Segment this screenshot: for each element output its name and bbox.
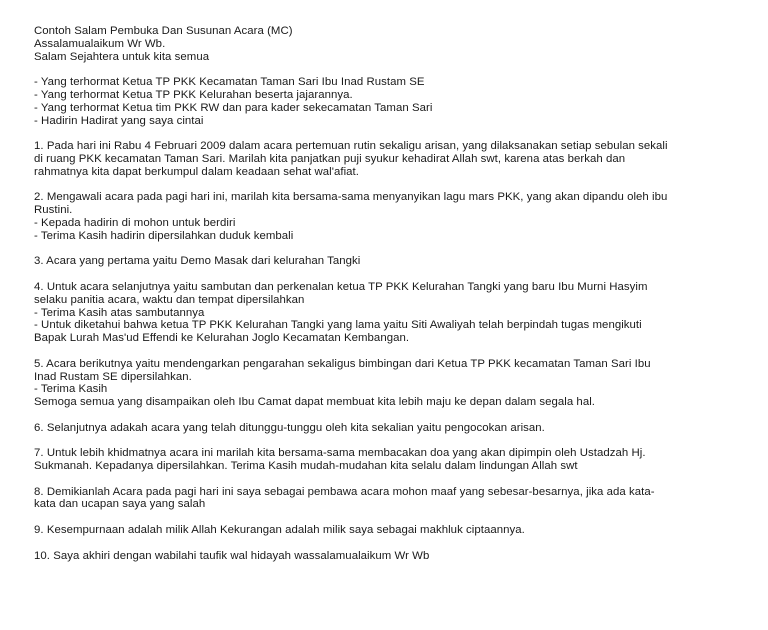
- text-line: - Terima Kasih atas sambutannya: [34, 306, 205, 319]
- opening-greeting: [34, 25, 734, 63]
- paragraph-1: [34, 140, 734, 178]
- text-line: 3. Acara yang pertama yaitu Demo Masak dari kelurahan Tangki: [34, 255, 361, 268]
- text-line: 8. Demikianlah Acara pada pagi hari ini saya sebagai pembawa acara mohon maaf yang sebesar-besarnya, jika ada kata-: [34, 485, 655, 498]
- document-title: Contoh Salam Pembuka Dan Susunan Acara (MC): [34, 25, 293, 37]
- salutation-list: [34, 76, 734, 127]
- paragraph-5: [34, 358, 734, 409]
- text-line: - Terima Kasih: [34, 383, 108, 396]
- text-line: 1. Pada hari ini Rabu 4 Februari 2009 dalam acara pertemuan rutin sekaligu arisan, yang dilaksanakan setiap sebulan sekali: [34, 140, 668, 153]
- text-line: 10. Saya akhiri dengan wabilahi taufik wal hidayah wassalamualaikum Wr Wb: [34, 549, 430, 562]
- paragraph-9: [34, 524, 734, 537]
- text-line: Bapak Lurah Mas'ud Effendi ke Kelurahan Joglo Kecamatan Kembangan.: [34, 332, 410, 345]
- text-line: Inad Rustam SE dipersilahkan.: [34, 370, 192, 383]
- text-line: kata dan ucapan saya yang salah: [34, 498, 206, 511]
- text-line: Assalamualaikum Wr Wb.: [34, 37, 166, 50]
- paragraph-10: [34, 550, 734, 563]
- text-line: Rustini.: [34, 204, 73, 217]
- text-line: Semoga semua yang disampaikan oleh Ibu Camat dapat membuat kita lebih maju ke depan dalam segala hal.: [34, 396, 595, 409]
- text-line: Sukmanah. Kepadanya dipersilahkan. Terima Kasih mudah-mudahan kita selalu dalam lindungan Allah swt: [34, 460, 578, 473]
- list-item: - Hadirin Hadirat yang saya cintai: [34, 114, 204, 127]
- paragraph-3: [34, 255, 734, 268]
- text-line: 9. Kesempurnaan adalah milik Allah Kekurangan adalah milik saya sebagai makhluk ciptaannya.: [34, 524, 525, 537]
- text-line: rahmatnya kita dapat berkumpul dalam keadaan sehat wal'afiat.: [34, 165, 359, 178]
- text-line: - Kepada hadirin di mohon untuk berdiri: [34, 216, 236, 229]
- paragraph-6: [34, 422, 734, 435]
- text-line: 5. Acara berikutnya yaitu mendengarkan pengarahan sekaligus bimbingan dari Ketua TP PKK kecamatan Taman Sari Ibu: [34, 357, 651, 370]
- text-line: Salam Sejahtera untuk kita semua: [34, 50, 210, 63]
- list-item: - Yang terhormat Ketua TP PKK Kelurahan beserta jajarannya.: [34, 88, 353, 101]
- text-line: selaku panitia acara, waktu dan tempat dipersilahkan: [34, 293, 305, 306]
- text-line: 7. Untuk lebih khidmatnya acara ini marilah kita bersama-sama membacakan doa yang akan dipimpin oleh Ustadzah Hj.: [34, 447, 646, 460]
- text-line: - Terima Kasih hadirin dipersilahkan duduk kembali: [34, 229, 294, 242]
- text-line: 2. Mengawali acara pada pagi hari ini, marilah kita bersama-sama menyanyikan lagu mars PKK, yang akan dipandu oleh ibu: [34, 191, 668, 204]
- text-line: - Untuk diketahui bahwa ketua TP PKK Kelurahan Tangki yang lama yaitu Siti Awaliyah telah berpindah tugas mengikuti: [34, 319, 642, 332]
- text-line: 4. Untuk acara selanjutnya yaitu sambutan dan perkenalan ketua TP PKK Kelurahan Tangki yang baru Ibu Murni Hasyim: [34, 280, 648, 293]
- paragraph-8: [34, 486, 734, 512]
- list-item: - Yang terhormat Ketua tim PKK RW dan para kader sekecamatan Taman Sari: [34, 101, 433, 114]
- list-item: - Yang terhormat Ketua TP PKK Kecamatan Taman Sari Ibu Inad Rustam SE: [34, 76, 425, 89]
- text-line: di ruang PKK kecamatan Taman Sari. Marilah kita panjatkan puji syukur kehadirat Allah swt, karena atas berkah dan: [34, 152, 626, 165]
- paragraph-4: [34, 281, 734, 345]
- text-line: 6. Selanjutnya adakah acara yang telah ditunggu-tunggu oleh kita sekalian yaitu pengocokan arisan.: [34, 421, 545, 434]
- document-body: [34, 25, 734, 575]
- paragraph-2: [34, 191, 734, 242]
- paragraph-7: [34, 447, 734, 473]
